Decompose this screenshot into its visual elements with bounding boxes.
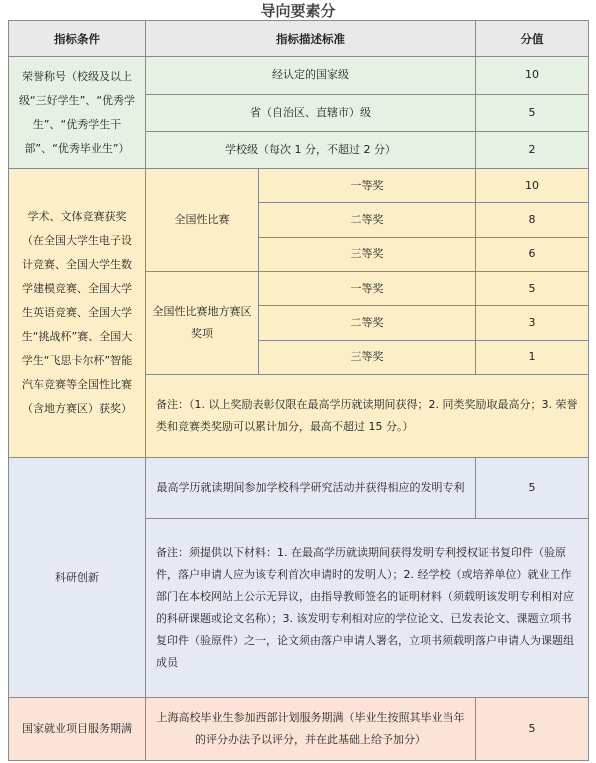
- scoring-table: [8, 20, 589, 761]
- xueshu-regional-award-2: 二等奖: [259, 306, 476, 340]
- keyan-score: 5: [476, 458, 589, 518]
- xueshu-regional-score-3: 1: [476, 340, 589, 374]
- table-row: [9, 57, 589, 94]
- xueshu-national-award-1: 一等奖: [259, 169, 476, 203]
- xueshu-national-score-3: 6: [476, 237, 589, 271]
- xueshu-regional-score-2: 3: [476, 306, 589, 340]
- xueshu-national-score-1: 10: [476, 169, 589, 203]
- table-row: [9, 169, 589, 203]
- rongyu-desc-national: 经认定的国家级: [146, 57, 476, 94]
- header-condition: 指标条件: [9, 21, 146, 57]
- category-rongyu: 荣誉称号（校级及以上级“三好学生”、“优秀学生”、“优秀学生干部”、“优秀毕业生”）: [9, 57, 146, 169]
- rongyu-score-school: 2: [476, 131, 589, 168]
- keyan-note: 备注：须提供以下材料：1. 在最高学历就读期间获得发明专利授权证书复印件（验原件，落户申请人应为该专利首次申请时的发明人）；2. 经学校（或培养单位）就业工作部门在本校网站上公示无异议，由指导教师签名的证明材料（须载明该发明专利相对应的科研课题或论文名称）；3. 该发明专利相对应的学位论文、已发表论文、课题立项书复印件（验原件）之一，论文须由落户申请人署名，立项书须载明落户申请人为课题组成员: [146, 518, 589, 697]
- jiuye-score: 5: [476, 698, 589, 761]
- xueshu-national-award-3: 三等奖: [259, 237, 476, 271]
- rongyu-score-national: 10: [476, 57, 589, 94]
- xueshu-note: 备注：（1. 以上奖励表彰仅限在最高学历就读期间获得；2. 同类奖励取最高分；3. 荣誉类和竞赛类奖励可以累计加分，最高不超过 15 分。）: [146, 374, 589, 458]
- header-row: [9, 21, 589, 57]
- keyan-desc: 最高学历就读期间参加学校科学研究活动并获得相应的发明专利: [146, 458, 476, 518]
- category-xueshu: 学术、文体竞赛获奖（在全国大学生电子设计竞赛、全国大学生数学建模竞赛、全国大学生英语竞赛、全国大学生“挑战杯”赛、全国大学生“飞思卡尔杯”智能汽车竞赛等全国性比赛（含地方赛区）获奖）: [9, 169, 146, 458]
- jiuye-desc: 上海高校毕业生参加西部计划服务期满（毕业生按照其毕业当年的评分办法予以评分，并在此基础上给予加分）: [146, 698, 476, 761]
- xueshu-regional-award-3: 三等奖: [259, 340, 476, 374]
- xueshu-national-label: 全国性比赛: [146, 169, 259, 272]
- rongyu-desc-province: 省（自治区、直辖市）级: [146, 94, 476, 131]
- xueshu-regional-score-1: 5: [476, 271, 589, 305]
- header-score: 分值: [476, 21, 589, 57]
- xueshu-national-award-2: 二等奖: [259, 203, 476, 237]
- table-row: [9, 458, 589, 518]
- category-keyan: 科研创新: [9, 458, 146, 698]
- rongyu-score-province: 5: [476, 94, 589, 131]
- xueshu-national-score-2: 8: [476, 203, 589, 237]
- table-row: [9, 698, 589, 761]
- xueshu-regional-label: 全国性比赛地方赛区奖项: [146, 271, 259, 374]
- rongyu-desc-school: 学校级（每次 1 分，不超过 2 分）: [146, 131, 476, 168]
- xueshu-regional-award-1: 一等奖: [259, 271, 476, 305]
- page-title: 导向要素分: [260, 2, 336, 20]
- header-description: 指标描述标准: [146, 21, 476, 57]
- category-jiuye: 国家就业项目服务期满: [9, 698, 146, 761]
